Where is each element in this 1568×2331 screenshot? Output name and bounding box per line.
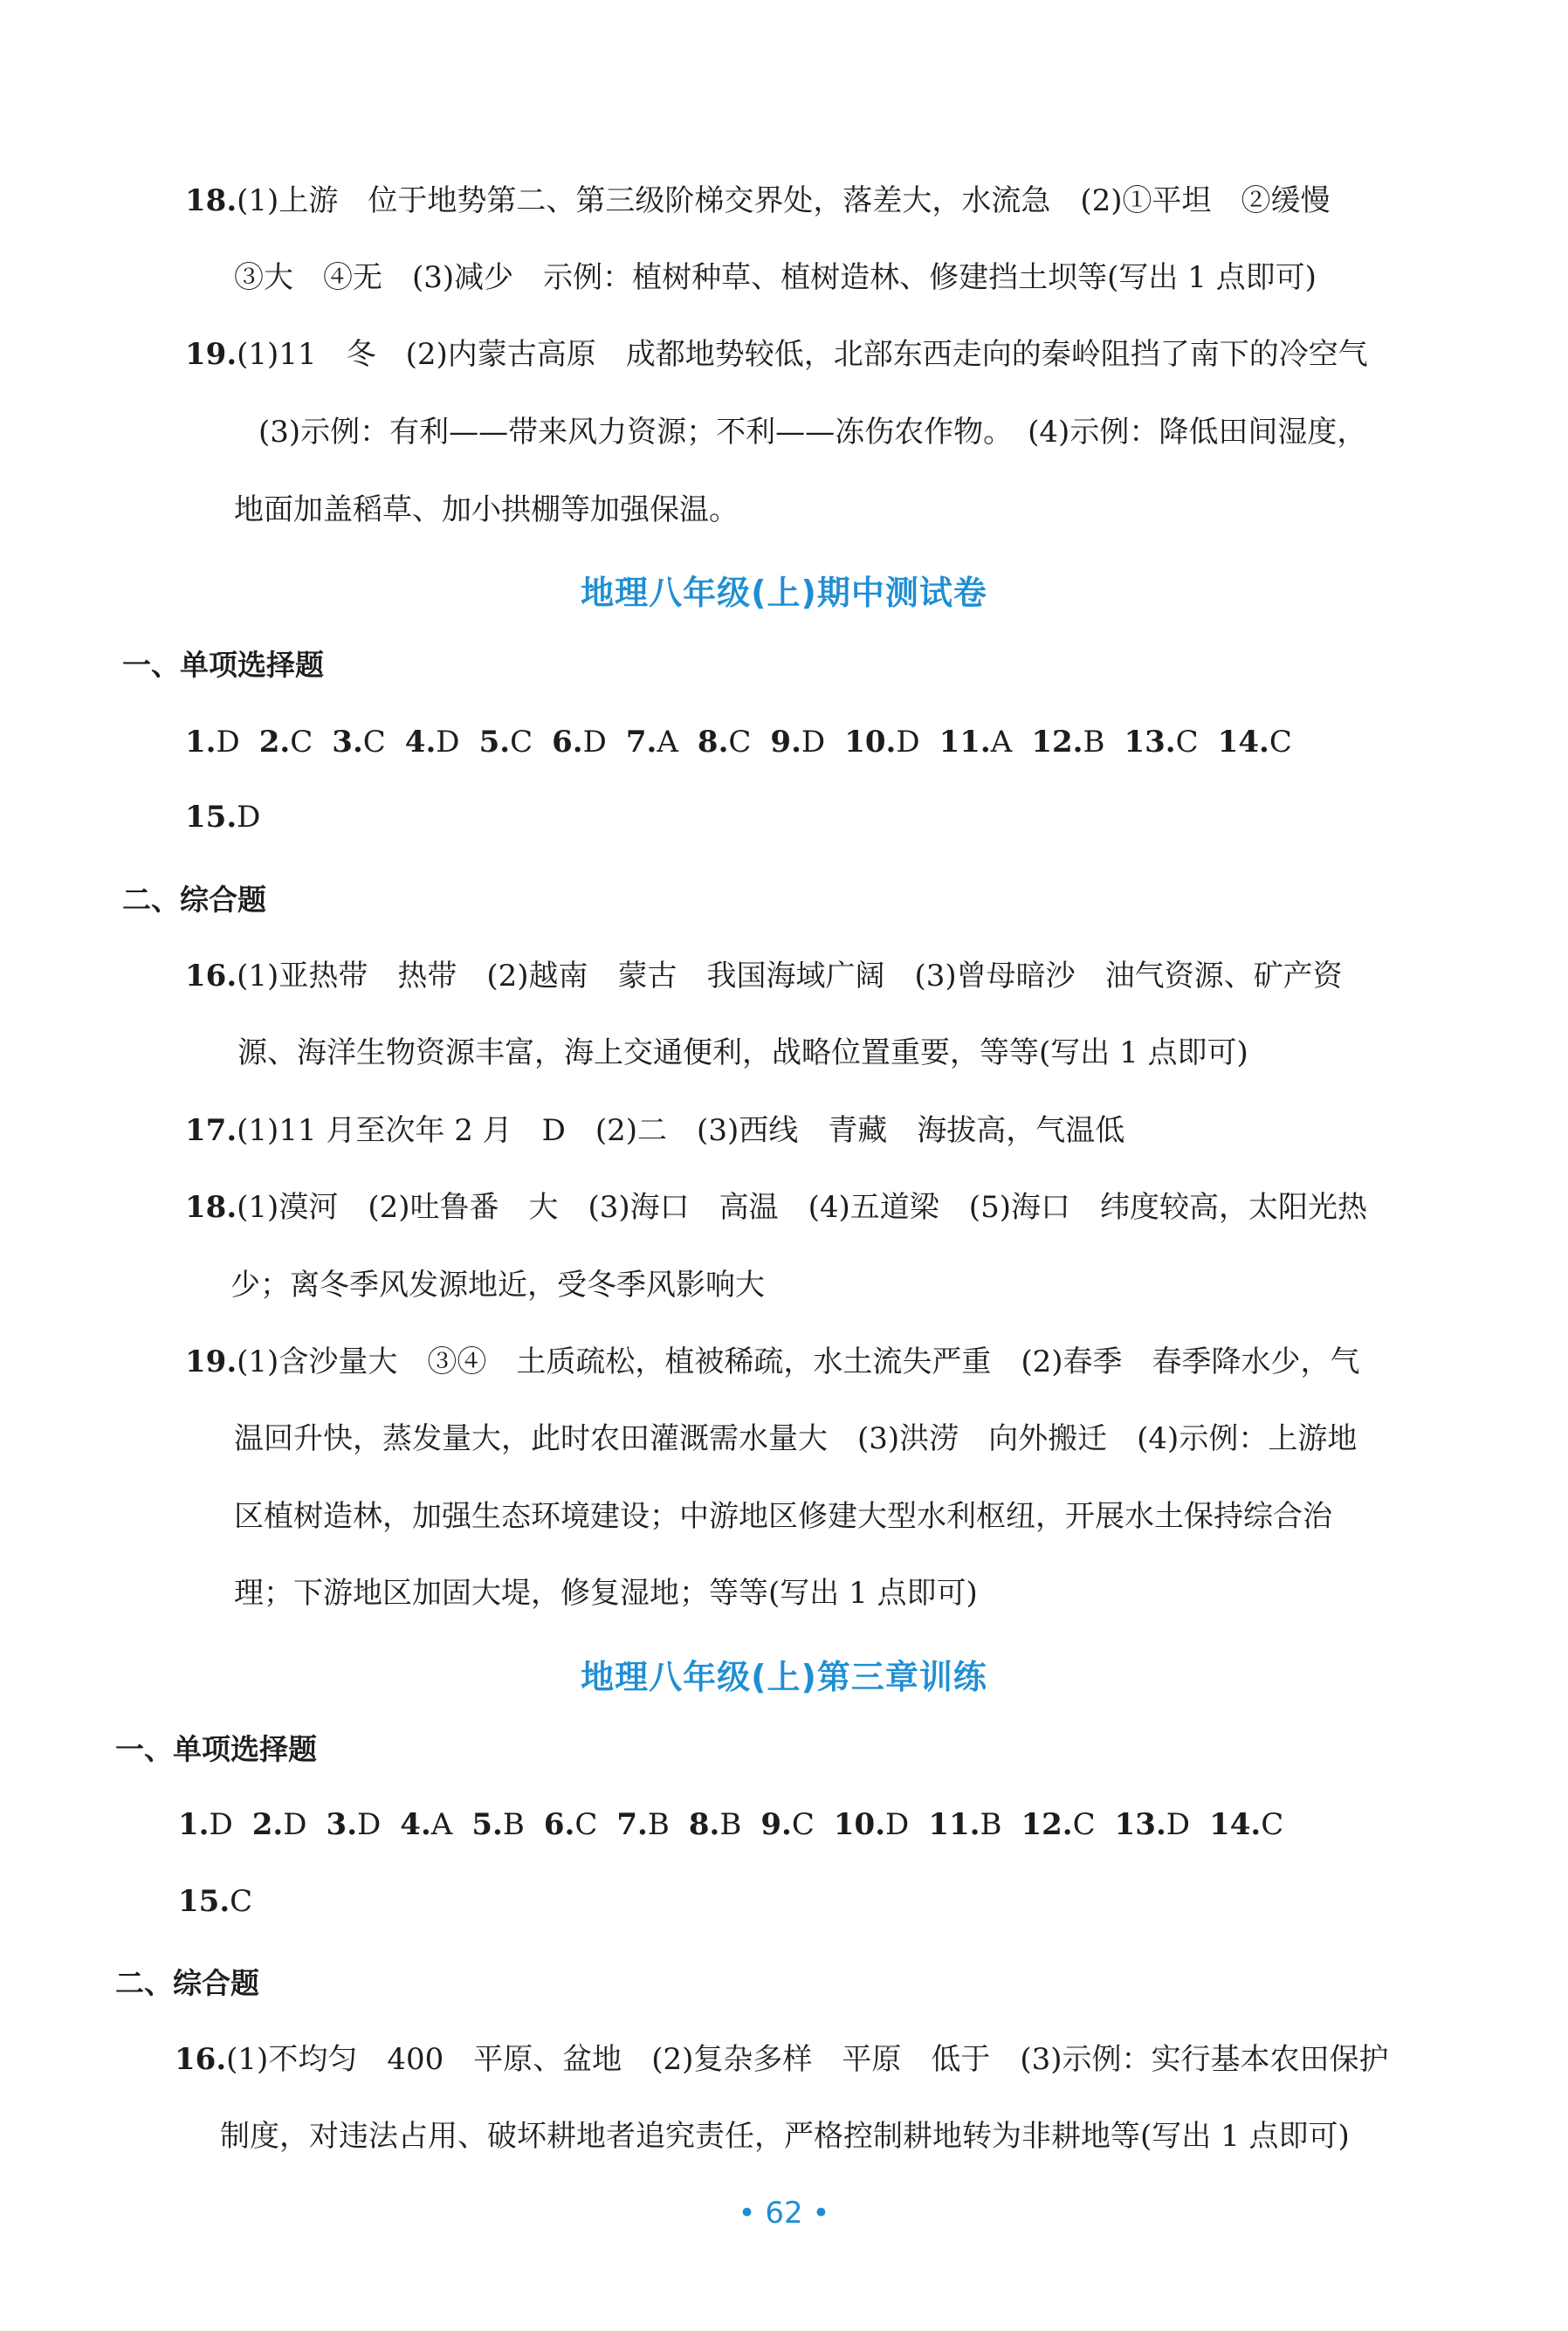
answer-text: ③大 ④无 (3)减少 示例：植树种草、植树造林、修建挡土坝等(写出 1 点即可) — [234, 260, 1317, 295]
answer-item: 11.A — [939, 725, 1013, 760]
mid-q19-line1 — [185, 1342, 1359, 1382]
answer-item: 9.C — [760, 1807, 815, 1842]
answer-item: 9.D — [770, 725, 826, 760]
answer-item: 3.D — [326, 1807, 382, 1842]
ch3-q16-line1 — [175, 2039, 1389, 2080]
answer-item: 10.D — [833, 1807, 910, 1842]
section-title-ch3: 地理八年级(上)第三章训练 — [581, 1658, 987, 1696]
answer-item: 11.B — [928, 1807, 1002, 1842]
answer-item: 10.D — [844, 725, 920, 760]
answer-item: 15.C — [178, 1884, 253, 1919]
answer-item: 6.D — [552, 725, 607, 760]
page-number: • 62 • — [738, 2196, 830, 2231]
mid-q19-line3 — [234, 1496, 1332, 1537]
answer-item: 14.C — [1209, 1807, 1284, 1842]
answer-item: 5.C — [478, 725, 533, 760]
question-number: 19. — [185, 337, 237, 372]
question-number: 18. — [185, 1190, 237, 1225]
question-number: 16. — [185, 959, 237, 994]
answer-item: 4.A — [400, 1807, 453, 1842]
heading-comprehensive: 二、综合题 — [122, 883, 266, 917]
heading-comprehensive: 二、综合题 — [115, 1966, 259, 2000]
answer-item: 14.C — [1217, 725, 1292, 760]
answer-item: 2.C — [258, 725, 313, 760]
ch3-q16-line2 — [220, 2116, 1350, 2156]
answer-item: 13.C — [1124, 725, 1199, 760]
answer-text: 理；下游地区加固大堤，修复湿地；等等(写出 1 点即可) — [234, 1576, 978, 1611]
answer-item: 2.D — [251, 1807, 307, 1842]
answer-item: 7.A — [625, 725, 678, 760]
answer-item: 12.C — [1021, 1807, 1096, 1842]
question-number: 16. — [175, 2042, 227, 2077]
answer-text: 少；离冬季风发源地近，受冬季风影响大 — [230, 1268, 765, 1303]
mid-q18-line1 — [185, 1187, 1367, 1227]
answer-text: (1)上游 位于地势第二、第三级阶梯交界处，落差大，水流急 (2)①平坦 ②缓慢 — [237, 183, 1331, 218]
q18-line1 — [185, 181, 1330, 221]
answer-row — [185, 722, 1311, 762]
answer-text: (1)漠河 (2)吐鲁番 大 (3)海口 高温 (4)五道梁 (5)海口 纬度较高，太阳光热 — [237, 1190, 1367, 1225]
answer-row-2 — [185, 797, 279, 837]
answer-item: 1.D — [185, 725, 240, 760]
answer-item: 5.B — [471, 1807, 525, 1842]
answer-item: 15.D — [185, 800, 261, 835]
q19-line1 — [185, 334, 1368, 375]
answer-text: (1)含沙量大 ③④ 土质疏松，植被稀疏，水土流失严重 (2)春季 春季降水少，气 — [237, 1344, 1360, 1379]
mid-q18-line2 — [230, 1265, 765, 1305]
answer-row — [178, 1805, 1303, 1845]
answer-item: 8.B — [688, 1807, 742, 1842]
section-title-midterm: 地理八年级(上)期中测试卷 — [581, 574, 987, 612]
answer-text: (1)11 月至次年 2 月 D (2)二 (3)西线 青藏 海拔高，气温低 — [237, 1113, 1125, 1148]
answer-text: 温回升快，蒸发量大，此时农田灌溉需水量大 (3)洪涝 向外搬迁 (4)示例：上游地 — [234, 1421, 1358, 1456]
mid-q19-line4 — [234, 1573, 978, 1613]
answer-item: 13.D — [1114, 1807, 1191, 1842]
q19-line2 — [258, 412, 1366, 452]
answer-text: (3)示例：有利——带来风力资源；不利——冻伤农作物。 (4)示例：降低田间湿度， — [258, 415, 1367, 450]
question-number: 17. — [185, 1113, 237, 1148]
answer-item: 4.D — [404, 725, 460, 760]
answer-text: 地面加盖稻草、加小拱棚等加强保温。 — [234, 492, 739, 527]
answer-item: 12.B — [1031, 725, 1105, 760]
answer-item: 8.C — [697, 725, 752, 760]
answer-text: (1)不均匀 400 平原、盆地 (2)复杂多样 平原 低于 (3)示例：实行基本农田保护 — [226, 2042, 1389, 2077]
answer-item: 1.D — [178, 1807, 233, 1842]
question-number: 19. — [185, 1344, 237, 1379]
heading-single-choice: 一、单项选择题 — [115, 1732, 317, 1766]
answer-text: 区植树造林，加强生态环境建设；中游地区修建大型水利枢纽，开展水土保持综合治 — [234, 1499, 1332, 1534]
answer-item: 6.C — [543, 1807, 598, 1842]
mid-q19-line2 — [234, 1419, 1357, 1459]
heading-single-choice: 一、单项选择题 — [122, 648, 324, 682]
answer-text: (1)11 冬 (2)内蒙古高原 成都地势较低，北部东西走向的秦岭阻挡了南下的冷空气 — [237, 337, 1368, 372]
mid-q16-line1 — [185, 956, 1343, 996]
answer-item: 3.C — [332, 725, 386, 760]
answer-text: 制度，对违法占用、破坏耕地者追究责任，严格控制耕地转为非耕地等(写出 1 点即可) — [220, 2119, 1350, 2154]
answer-item: 7.B — [616, 1807, 670, 1842]
answer-row-2 — [178, 1881, 272, 1922]
question-number: 18. — [185, 183, 237, 218]
mid-q16-line2 — [237, 1033, 1248, 1073]
q19-line3 — [234, 490, 739, 530]
q18-line2 — [234, 258, 1317, 298]
answer-text: 源、海洋生物资源丰富，海上交通便利，战略位置重要，等等(写出 1 点即可) — [237, 1035, 1248, 1070]
mid-q17-line1 — [185, 1110, 1124, 1151]
answer-text: (1)亚热带 热带 (2)越南 蒙古 我国海域广阔 (3)曾母暗沙 油气资源、矿产资 — [237, 959, 1343, 994]
